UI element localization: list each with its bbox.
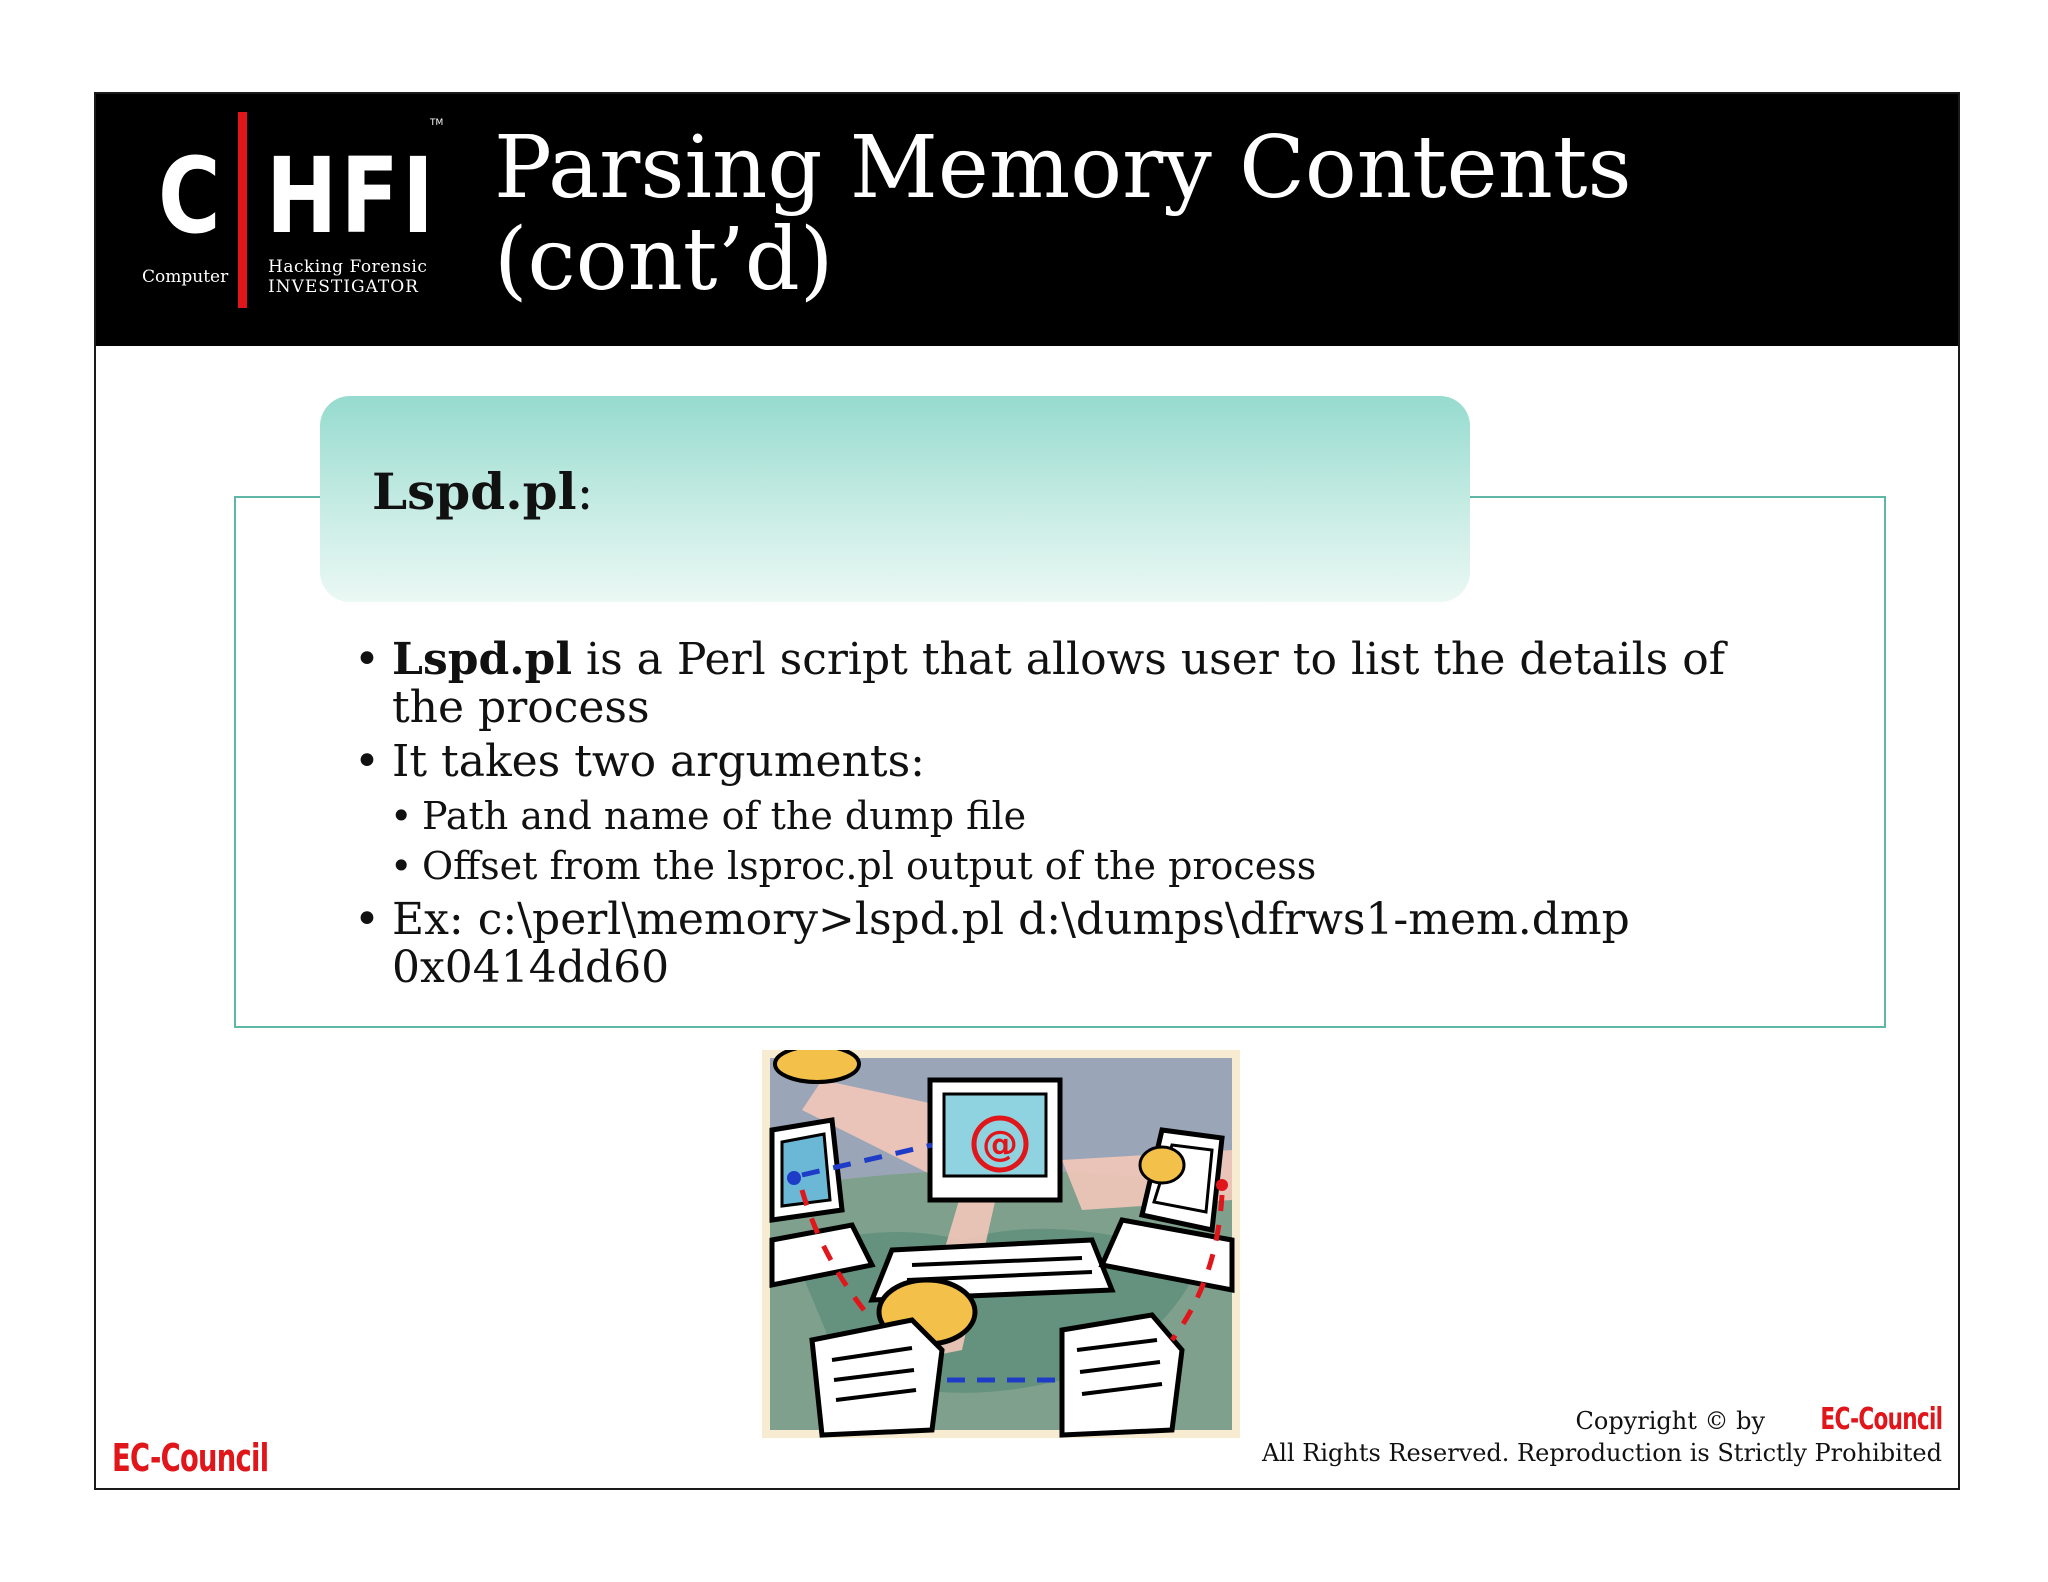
bullet-item: • Ex: c:\perl\memory>lspd.pl d:\dumps\dfrws1-mem.dmp 0x0414dd60 [354,896,1692,992]
title-line-1: Parsing Memory Contents [494,118,1632,218]
slide [94,92,1960,1490]
slide-title [494,118,1894,310]
logo-trademark: TM [430,118,444,128]
section-tab-colon: : [576,463,594,521]
logo-red-bar [238,112,247,308]
at-symbol: @ [982,1124,1018,1165]
bullet-item: • It takes two arguments: [354,738,1804,786]
sub-bullet-item: • Offset from the lsproc.pl output of the process [354,842,1804,890]
copyright-brand: EC-Council [1820,1402,1942,1437]
logo-investigator-text: INVESTIGATOR [268,277,419,297]
ec-council-logo: EC-Council [112,1436,269,1480]
bullet-text: is a Perl script that allows user to list the details of the process [392,634,1726,733]
logo-computer-text: Computer [142,267,229,287]
title-line-2: (cont’d) [494,210,834,310]
copyright-prefix: Copyright © by [1575,1407,1773,1435]
bullet-bold-term: Lspd.pl [392,634,573,685]
slide-header [96,94,1958,346]
bullet-list [354,636,1804,998]
copyright-line [1262,1404,1942,1437]
sub-bullet-item: • Path and name of the dump file [354,792,1804,840]
chfi-logo [96,94,476,346]
network-illustration [762,1050,1240,1438]
copyright-notice [1262,1404,1942,1469]
logo-hacking-forensic-text: Hacking Forensic [268,257,428,277]
rights-line: All Rights Reserved. Reproduction is Strictly Prohibited [1261,1439,1942,1467]
section-tab-name: Lspd.pl [372,462,577,521]
logo-letters-hfi: HFI [266,135,438,257]
logo-letter-c: C [158,135,221,257]
bullet-item [354,636,1804,732]
section-tab [320,396,1470,602]
section-tab-label [372,462,593,521]
